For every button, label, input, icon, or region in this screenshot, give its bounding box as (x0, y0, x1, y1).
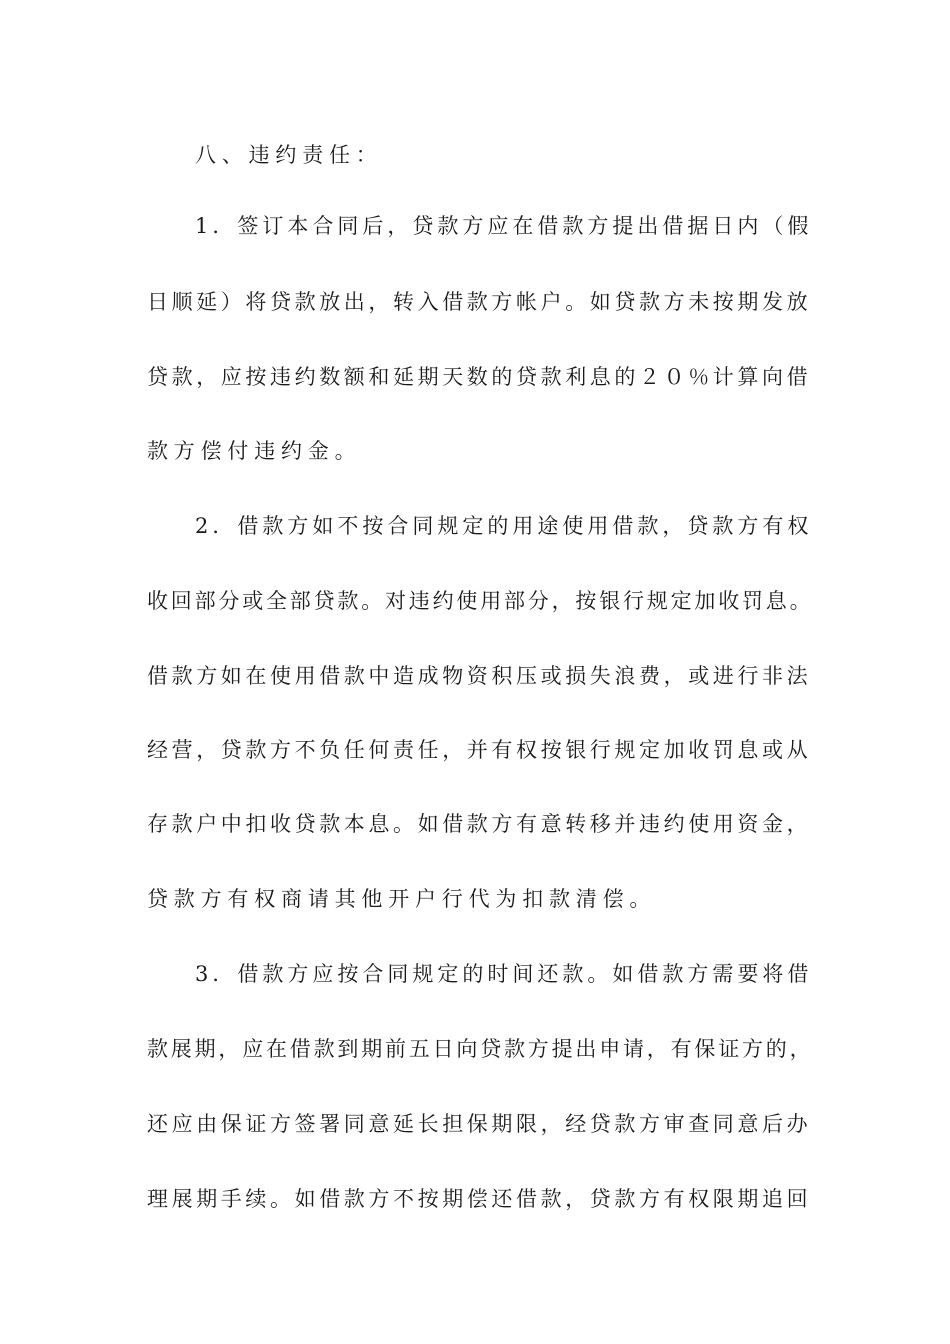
paragraph-line: 经营，贷款方不负任何责任，并有权按银行规定加收罚息或从 (147, 738, 812, 762)
paragraph-line: 贷款，应按违约数额和延期天数的贷款利息的２０％计算向借 (147, 365, 812, 389)
paragraph-line: 款展期，应在借款到期前五日向贷款方提出申请，有保证方的， (147, 1037, 814, 1061)
paragraph-line: 贷款方有权商请其他开户行代为扣款清偿。 (147, 887, 657, 911)
paragraph-line: 理展期手续。如借款方不按期偿还借款，贷款方有权限期追回 (147, 1187, 812, 1211)
paragraph-line: 存款户中扣收贷款本息。如借款方有意转移并违约使用资金， (147, 812, 812, 836)
paragraph-line: 款方偿付违约金。 (147, 439, 362, 463)
paragraph-line: 借款方如在使用借款中造成物资积压或损失浪费，或进行非法 (147, 664, 812, 688)
section-heading: 八、违约责任： (195, 143, 383, 167)
paragraph-line: 日顺延）将贷款放出，转入借款方帐户。如贷款方未按期发放 (147, 290, 812, 314)
paragraph-line: 2．借款方如不按合同规定的用途使用借款，贷款方有权 (195, 514, 813, 538)
paragraph-line: 3．借款方应按合同规定的时间还款。如借款方需要将借 (195, 962, 813, 986)
paragraph-line: 还应由保证方签署同意延长担保期限，经贷款方审查同意后办 (147, 1112, 812, 1136)
paragraph-line: 1．签订本合同后，贷款方应在借款方提出借据日内（假 (195, 214, 813, 238)
paragraph-line: 收回部分或全部贷款。对违约使用部分，按银行规定加收罚息。 (147, 589, 814, 613)
